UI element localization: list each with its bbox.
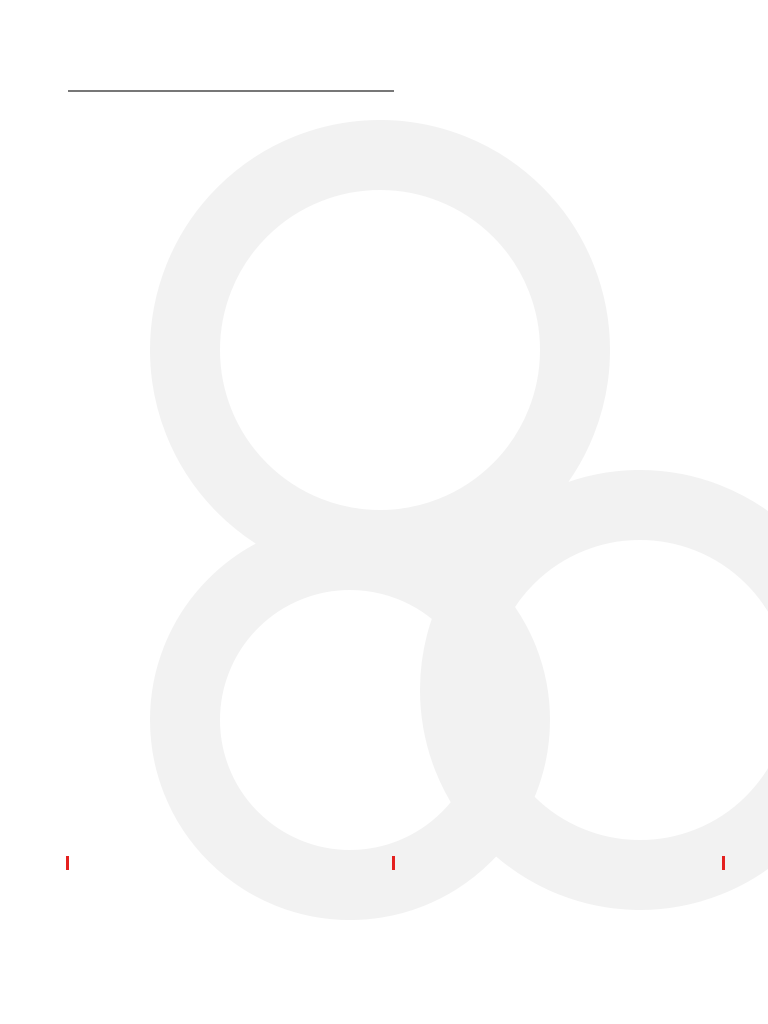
watermark-logo	[150, 520, 550, 920]
schedule-top	[68, 90, 394, 92]
red-edge-mark	[392, 856, 395, 870]
header-kegiatan	[170, 91, 256, 92]
schedule-table-top	[68, 90, 394, 92]
header-tempat	[256, 91, 316, 92]
table-header	[69, 91, 394, 92]
header-no	[69, 91, 95, 92]
header-keterangan	[316, 91, 394, 92]
header-waktu	[94, 91, 170, 92]
red-edge-mark	[722, 856, 725, 870]
red-edge-mark	[66, 856, 69, 870]
